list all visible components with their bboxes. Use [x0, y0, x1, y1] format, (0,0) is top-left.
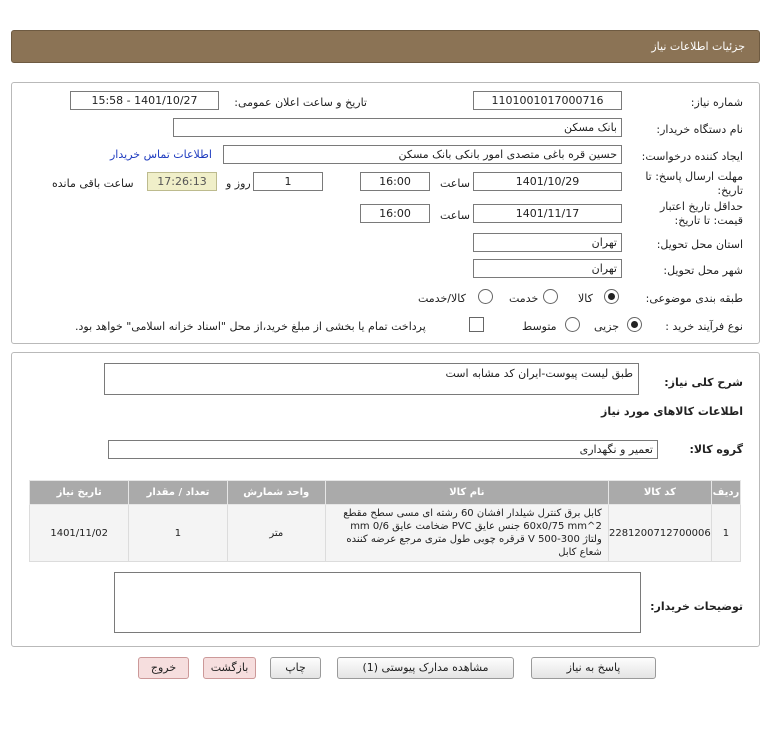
- price-validity-date: 1401/11/17: [473, 204, 622, 223]
- category-service-radio[interactable]: [543, 289, 558, 304]
- cell-date: 1401/11/02: [30, 505, 129, 562]
- treasury-payment-note: پرداخت تمام یا بخشی از مبلغ خرید،از محل "اسناد خزانه اسلامی" خواهد بود.: [75, 320, 426, 333]
- category-goods-label: کالا: [578, 292, 593, 305]
- category-service-label: خدمت: [509, 292, 539, 305]
- reply-deadline-time: 16:00: [360, 172, 430, 191]
- reply-deadline-label: مهلت ارسال پاسخ: تا تاریخ:: [645, 170, 743, 197]
- print-button[interactable]: چاپ: [270, 657, 321, 679]
- days-label: روز و: [226, 177, 251, 190]
- reply-deadline-time-label: ساعت: [440, 177, 470, 190]
- reply-deadline-date: 1401/10/29: [473, 172, 622, 191]
- process-partial-label: جزیی: [594, 320, 620, 333]
- goods-group-field: تعمیر و نگهداری: [108, 440, 658, 459]
- exit-button[interactable]: خروج: [138, 657, 189, 679]
- process-partial-radio[interactable]: [627, 317, 642, 332]
- col-code: کد کالا: [608, 481, 711, 505]
- table-row: [30, 505, 741, 562]
- price-validity-time-label: ساعت: [440, 209, 470, 222]
- col-row: ردیف: [711, 481, 740, 505]
- back-button[interactable]: بازگشت: [203, 657, 256, 679]
- category-goods-radio[interactable]: [604, 289, 619, 304]
- delivery-province-label: استان محل تحویل:: [656, 238, 743, 251]
- goods-group-label: گروه کالا:: [689, 443, 743, 456]
- need-number-field: 1101001017000716: [473, 91, 622, 110]
- announce-datetime-label: تاریخ و ساعت اعلان عمومی:: [234, 96, 367, 109]
- process-medium-label: متوسط: [522, 320, 557, 333]
- remaining-timer: 17:26:13: [147, 172, 217, 191]
- category-goods-service-label: کالا/خدمت: [418, 292, 466, 305]
- process-medium-radio[interactable]: [565, 317, 580, 332]
- goods-table-header: [30, 481, 741, 505]
- goods-table: [29, 480, 741, 562]
- announce-datetime-field: 1401/10/27 - 15:58: [70, 91, 219, 110]
- buyer-notes-label: توضیحات خریدار:: [650, 600, 743, 613]
- col-date: تاریخ نیاز: [30, 481, 129, 505]
- col-unit: واحد شمارش: [227, 481, 325, 505]
- delivery-city-field: تهران: [473, 259, 622, 278]
- buyer-org-label: نام دستگاه خریدار:: [656, 123, 743, 136]
- col-qty: تعداد / مقدار: [129, 481, 227, 505]
- cell-code: 2281200712700006: [608, 505, 711, 562]
- cell-qty: 1: [129, 505, 227, 562]
- buyer-notes-field: [114, 572, 641, 633]
- treasury-payment-checkbox[interactable]: [469, 317, 484, 332]
- buyer-org-field: بانک مسکن: [173, 118, 622, 137]
- buyer-contact-link[interactable]: اطلاعات تماس خریدار: [110, 148, 212, 161]
- category-goods-service-radio[interactable]: [478, 289, 493, 304]
- remaining-days: 1: [253, 172, 323, 191]
- page-header: [11, 30, 760, 63]
- summary-field: طبق لیست پیوست-ایران کد مشابه است: [104, 363, 639, 395]
- price-validity-label: حداقل تاریخ اعتبار قیمت: تا تاریخ:: [659, 200, 743, 227]
- process-type-label: نوع فرآیند خرید :: [665, 320, 743, 333]
- price-validity-time: 16:00: [360, 204, 430, 223]
- page-title: جزئیات اطلاعات نیاز: [651, 40, 745, 53]
- cell-row: 1: [711, 505, 740, 562]
- delivery-province-field: تهران: [473, 233, 622, 252]
- remaining-label: ساعت باقی مانده: [52, 177, 134, 190]
- requester-label: ایجاد کننده درخواست:: [641, 150, 743, 163]
- cell-unit: متر: [227, 505, 325, 562]
- summary-label: شرح کلی نیاز:: [664, 376, 743, 389]
- reply-button[interactable]: پاسخ به نیاز: [531, 657, 656, 679]
- requester-field: حسین قره باغی متصدی امور بانکی بانک مسکن: [223, 145, 622, 164]
- cell-name: کابل برق کنترل شیلدار افشان 60 رشته ای مسی سطح مقطع 2^60x0/75 mm جنس عایق PVC ضخامت عایق 0/6 mm ولتاژ 300-500 V قرقره چوبی طول متری مرجع عرضه کننده شعاع کابل: [325, 505, 608, 562]
- delivery-city-label: شهر محل تحویل:: [663, 264, 743, 277]
- view-documents-button[interactable]: مشاهده مدارک پیوستی (1): [337, 657, 514, 679]
- need-number-label: شماره نیاز:: [690, 96, 743, 109]
- goods-info-title: اطلاعات کالاهای مورد نیاز: [601, 405, 743, 418]
- col-name: نام کالا: [325, 481, 608, 505]
- category-label: طبقه بندی موضوعی:: [645, 292, 743, 305]
